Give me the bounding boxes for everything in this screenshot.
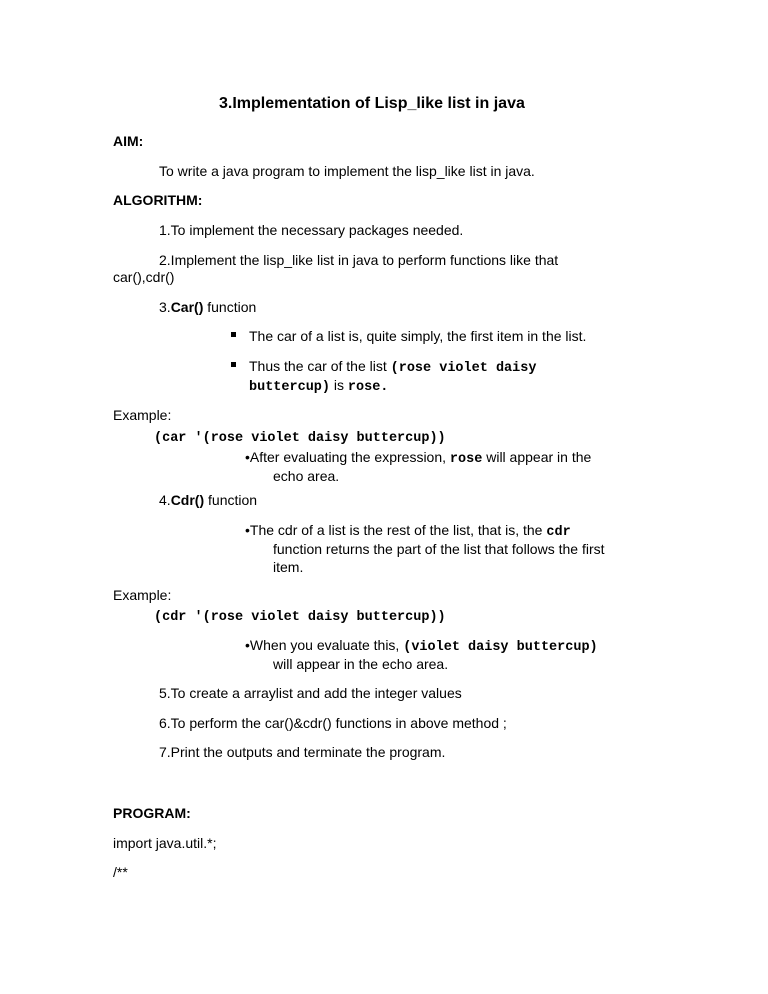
algorithm-heading: ALGORITHM:	[113, 192, 203, 208]
algorithm-step-3: 3.Car() function	[159, 299, 257, 315]
algorithm-step-2: 2.Implement the lisp_like list in java to perform functions like that	[159, 252, 559, 268]
cdr-eval-note-cont: will appear in the echo area.	[273, 656, 449, 672]
page-title: 3.Implementation of Lisp_like list in java	[219, 95, 525, 112]
car-bullet-2-cont: buttercup) is rose.	[249, 377, 389, 395]
algorithm-step-5: 5.To create a arraylist and add the integer values	[159, 685, 462, 701]
square-bullet-icon	[231, 362, 236, 367]
algorithm-step-6: 6.To perform the car()&cdr() functions in above method ;	[159, 715, 507, 731]
algorithm-step-7: 7.Print the outputs and terminate the program.	[159, 744, 446, 760]
example-code: (car '(rose violet daisy buttercup))	[154, 431, 446, 446]
program-line-2: /**	[113, 864, 128, 880]
car-bullet-2: Thus the car of the list (rose violet daisy	[249, 358, 537, 376]
example-label: Example:	[113, 407, 172, 423]
example-label: Example:	[113, 587, 172, 603]
car-note: •After evaluating the expression, rose will appear in the	[245, 449, 592, 467]
aim-heading: AIM:	[113, 133, 144, 149]
cdr-note: •The cdr of a list is the rest of the list, that is, the cdr	[245, 522, 571, 540]
algorithm-step-4: 4.Cdr() function	[159, 492, 258, 508]
example-code: (cdr '(rose violet daisy buttercup))	[154, 610, 446, 625]
cdr-note-cont-1: function returns the part of the list that follows the first	[273, 541, 605, 557]
cdr-eval-note: •When you evaluate this, (violet daisy buttercup)	[245, 637, 598, 655]
algorithm-step-1: 1.To implement the necessary packages needed.	[159, 222, 464, 238]
program-line-1: import java.util.*;	[113, 835, 217, 851]
cdr-note-cont-2: item.	[273, 559, 304, 575]
algorithm-step-2-cont: car(),cdr()	[113, 269, 175, 285]
car-bullet-1: The car of a list is, quite simply, the first item in the list.	[249, 328, 587, 344]
square-bullet-icon	[231, 332, 236, 337]
program-heading: PROGRAM:	[113, 805, 191, 821]
car-note-cont: echo area.	[273, 468, 340, 484]
aim-text: To write a java program to implement the lisp_like list in java.	[159, 163, 535, 179]
